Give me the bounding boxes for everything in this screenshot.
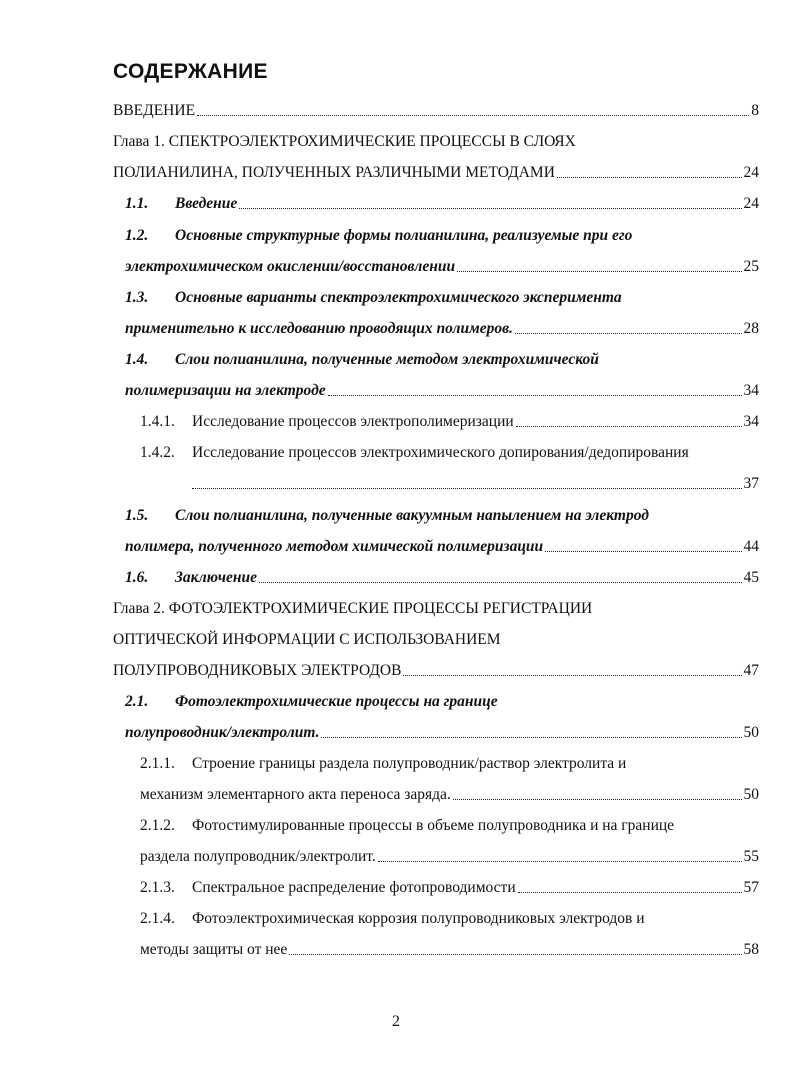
dot-leader [516, 426, 742, 427]
section-number: 1.1. [125, 195, 149, 212]
toc-entry-1-6[interactable]: 1.6. Заключение 45 [125, 569, 759, 586]
dot-leader [515, 333, 742, 334]
section-number: 1.4.2. [140, 444, 175, 461]
toc-entry-1-4-2[interactable]: 1.4.2. Исследование процессов электрохимического допирования/дедопирования [140, 444, 689, 461]
section-number: 2.1.3. [140, 879, 175, 896]
toc-entry-1-4-cont[interactable]: полимеризации на электроде 34 [125, 382, 759, 399]
toc-entry-1-2-cont[interactable]: электрохимическом окислении/восстановлении 25 [125, 258, 759, 275]
toc-entry-1-4[interactable]: 1.4. Слои полианилина, полученные методом электрохимической [125, 351, 599, 368]
section-number: 2.1.2. [140, 817, 175, 834]
dot-leader [197, 115, 749, 116]
dot-leader [289, 954, 741, 955]
toc-entry-chapter-2-cont1[interactable]: ОПТИЧЕСКОЙ ИНФОРМАЦИИ С ИСПОЛЬЗОВАНИЕМ [113, 631, 501, 648]
toc-entry-2-1-cont[interactable]: полупроводник/электролит. 50 [125, 724, 759, 741]
section-number: 1.4. [125, 351, 149, 368]
page-ref: 44 [743, 538, 759, 555]
dot-leader [453, 799, 742, 800]
toc-entry-2-1-4-cont[interactable]: методы защиты от нее 58 [140, 941, 759, 958]
toc-entry-chapter-1[interactable]: Глава 1. СПЕКТРОЭЛЕКТРОХИМИЧЕСКИЕ ПРОЦЕССЫ В СЛОЯХ [113, 133, 576, 150]
dot-leader [403, 675, 741, 676]
page-ref: 47 [743, 662, 759, 679]
page-ref: 55 [743, 848, 759, 865]
section-number: 1.4.1. [140, 413, 175, 430]
page-ref: 45 [743, 569, 759, 586]
toc-entry-1-4-1[interactable]: 1.4.1. Исследование процессов электрополимеризации 34 [140, 413, 759, 430]
dot-leader [259, 582, 742, 583]
section-number: 2.1. [125, 693, 149, 710]
page-ref: 8 [751, 102, 759, 119]
toc-entry-2-1[interactable]: 2.1. Фотоэлектрохимические процессы на границе [125, 693, 498, 710]
dot-leader [239, 208, 741, 209]
section-number: 2.1.1. [140, 755, 175, 772]
section-number: 1.2. [125, 227, 149, 244]
toc-entry-2-1-3[interactable]: 2.1.3. Спектральное распределение фотопроводимости 57 [140, 879, 759, 896]
dot-leader [518, 892, 742, 893]
toc-entry-chapter-1-cont[interactable]: ПОЛИАНИЛИНА, ПОЛУЧЕННЫХ РАЗЛИЧНЫМИ МЕТОДАМИ 24 [113, 164, 759, 181]
page-ref: 24 [743, 164, 759, 181]
page-ref: 25 [743, 258, 759, 275]
toc-entry-intro[interactable]: ВВЕДЕНИЕ 8 [113, 102, 759, 119]
dot-leader [378, 861, 742, 862]
toc-entry-2-1-1-cont[interactable]: механизм элементарного акта переноса заряда. 50 [140, 786, 759, 803]
page-ref: 28 [743, 320, 759, 337]
page-ref: 50 [743, 786, 759, 803]
page-ref: 57 [743, 879, 759, 896]
toc-entry-1-1[interactable]: 1.1. Введение 24 [125, 195, 759, 212]
dot-leader [192, 488, 742, 489]
toc-entry-chapter-2-cont2[interactable]: ПОЛУПРОВОДНИКОВЫХ ЭЛЕКТРОДОВ 47 [113, 662, 759, 679]
toc-entry-1-5-cont[interactable]: полимера, полученного методом химической полимеризации 44 [125, 538, 759, 555]
dot-leader [457, 271, 741, 272]
toc-entry-2-1-2-cont[interactable]: раздела полупроводник/электролит. 55 [140, 848, 759, 865]
section-number: 2.1.4. [140, 910, 175, 927]
page-ref: 58 [743, 941, 759, 958]
dot-leader [328, 395, 742, 396]
toc-entry-1-3[interactable]: 1.3. Основные варианты спектроэлектрохимического эксперимента [125, 289, 622, 306]
page-ref: 34 [743, 413, 759, 430]
page-title: СОДЕРЖАНИЕ [113, 60, 268, 83]
section-number: 1.6. [125, 569, 149, 586]
toc-entry-1-3-cont[interactable]: применительно к исследованию проводящих полимеров. 28 [125, 320, 759, 337]
page-ref: 50 [743, 724, 759, 741]
toc-entry-1-5[interactable]: 1.5. Слои полианилина, полученные вакуумным напылением на электрод [125, 507, 649, 524]
page-ref: 24 [743, 195, 759, 212]
toc-entry-2-1-1[interactable]: 2.1.1. Строение границы раздела полупроводник/раствор электролита и [140, 755, 627, 772]
toc-entry-chapter-2[interactable]: Глава 2. ФОТОЭЛЕКТРОХИМИЧЕСКИЕ ПРОЦЕССЫ РЕГИСТРАЦИИ [113, 600, 593, 617]
section-number: 1.5. [125, 507, 149, 524]
toc-entry-1-4-2-cont[interactable] [190, 470, 759, 494]
dot-leader [545, 551, 741, 552]
dot-leader [557, 177, 742, 178]
toc-entry-1-2[interactable]: 1.2. Основные структурные формы полианилина, реализуемые при его [125, 227, 633, 244]
page-number: 2 [392, 1013, 400, 1030]
dot-leader [321, 737, 741, 738]
section-number: 1.3. [125, 289, 149, 306]
toc-entry-2-1-4[interactable]: 2.1.4. Фотоэлектрохимическая коррозия полупроводниковых электродов и [140, 910, 645, 927]
toc-entry-2-1-2[interactable]: 2.1.2. Фотостимулированные процессы в объеме полупроводника и на границе [140, 817, 675, 834]
page-ref: 37 [743, 475, 759, 492]
page-ref: 34 [743, 382, 759, 399]
